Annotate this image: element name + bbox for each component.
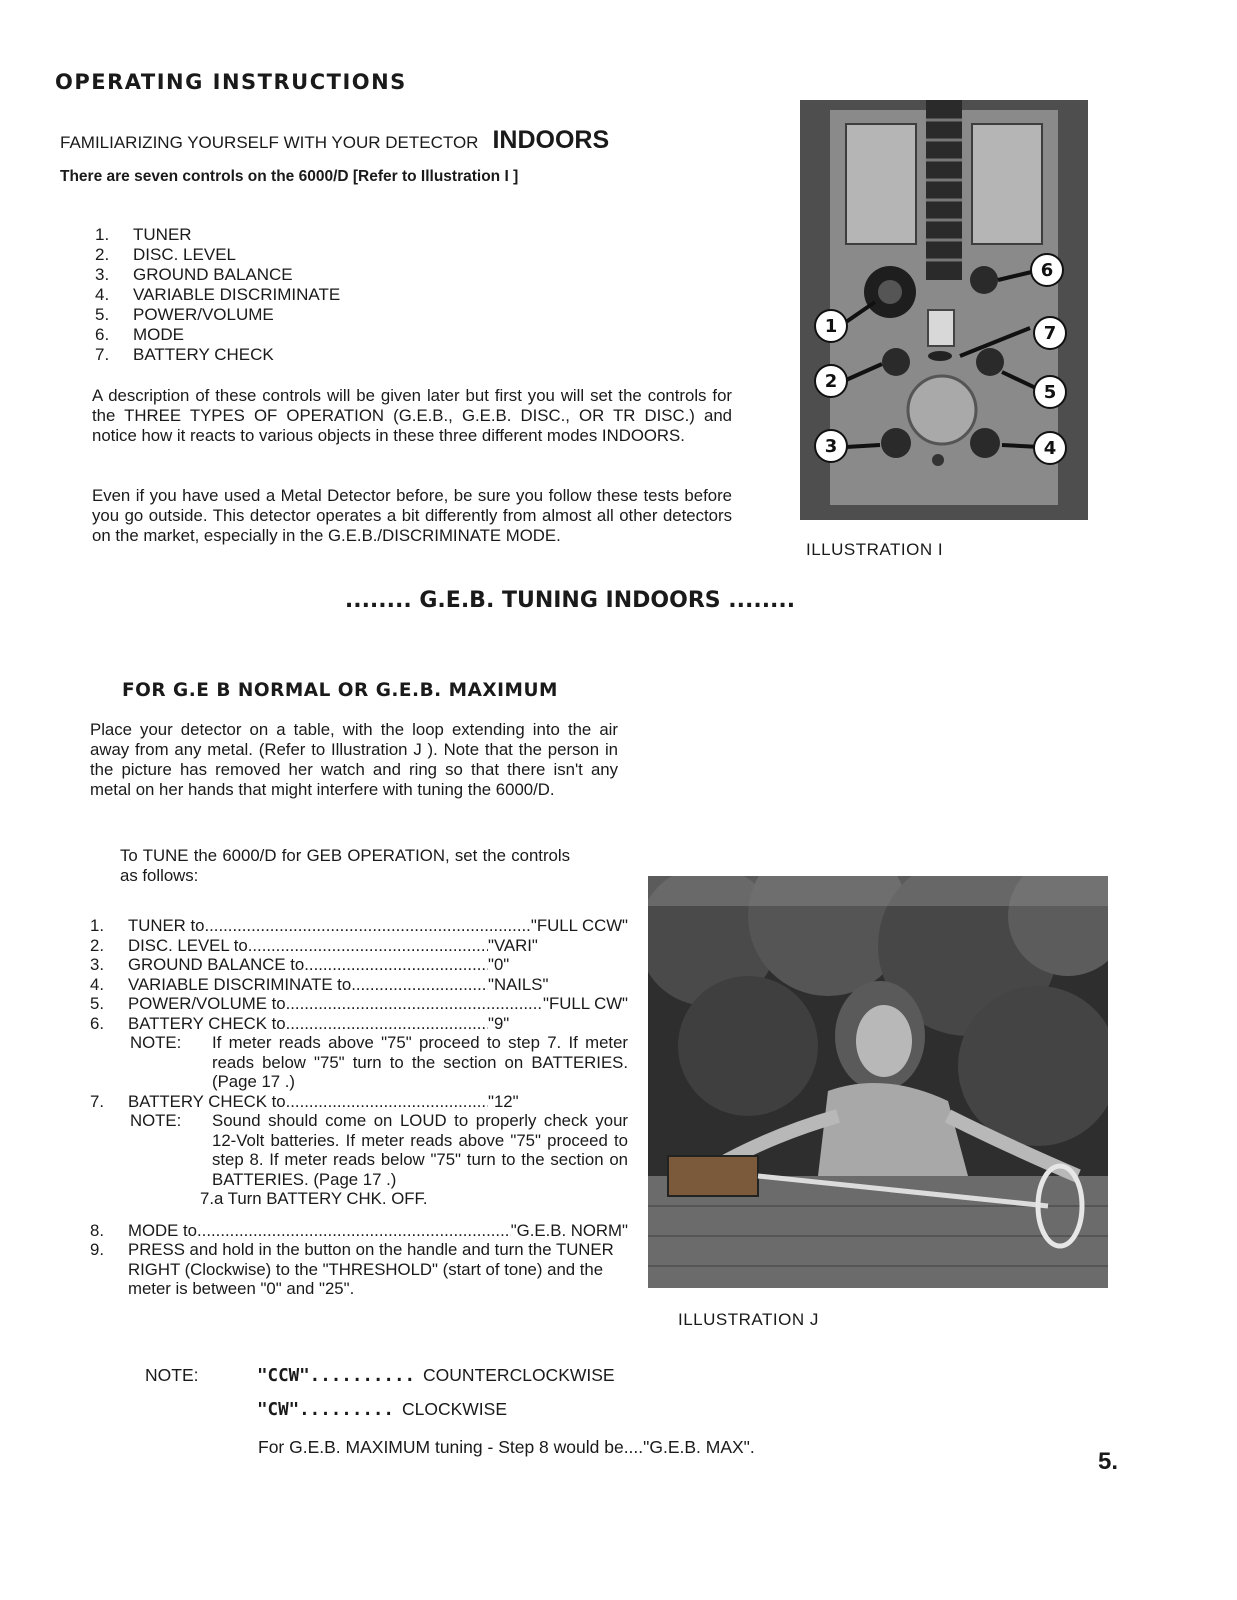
note-tag: NOTE:: [145, 1365, 199, 1385]
step-number: 7.: [90, 1091, 104, 1111]
step-text: PRESS and hold in the button on the handle and turn the TUNER RIGHT (Clockwise) to the "THRESHOLD" (start of tone) and the meter is between "0" and "25".: [128, 1240, 614, 1298]
description-paragraph: A description of these controls will be given later but first you will set the controls for the THREE TYPES OF OPERATION (G.E.B., G.E.B. DISC., OR TR DISC.) and notice how it reacts to various objects in these three different modes INDOORS.: [92, 386, 732, 445]
callout-label-1: 1: [824, 316, 838, 337]
item-label: BATTERY CHECK: [133, 345, 274, 364]
step-number: 3.: [90, 955, 104, 974]
list-item: [95, 265, 340, 285]
item-label: MODE: [133, 325, 184, 344]
list-item: [90, 955, 628, 975]
leader-dots: [248, 936, 488, 956]
list-item: [90, 1221, 628, 1241]
step-label: DISC. LEVEL to: [128, 935, 248, 955]
page-number: 5.: [1098, 1448, 1119, 1475]
warning-paragraph: Even if you have used a Metal Detector before, be sure you follow these tests before you go outside. This detector operates a bit differently from almost all other detectors on the market, especially in the G.E.B./DISCRIMINATE MODE.: [92, 486, 732, 545]
leader-dots: [286, 994, 543, 1014]
cw-definition: CLOCKWISE: [401, 1399, 507, 1419]
item-label: DISC. LEVEL: [133, 245, 236, 264]
illustration-i-caption: ILLUSTRATION I: [806, 540, 944, 559]
list-item: [90, 975, 628, 995]
step-value: "9": [488, 1013, 510, 1033]
cw-term: "CW".........: [257, 1400, 394, 1420]
leader-dots: [197, 1221, 511, 1241]
illustration-j-caption: ILLUSTRATION J: [678, 1310, 819, 1329]
step-number: 9.: [90, 1240, 104, 1259]
ccw-definition: COUNTERCLOCKWISE: [423, 1365, 615, 1385]
list-item: [95, 285, 340, 305]
step-value: "FULL CCW": [530, 916, 628, 935]
item-number: 2.: [95, 245, 110, 264]
intro-line: There are seven controls on the 6000/D [Refer to Illustration I ]: [60, 168, 519, 185]
subsection-title: FOR G.E B NORMAL OR G.E.B. MAXIMUM: [122, 680, 558, 701]
item-label: GROUND BALANCE: [133, 265, 293, 284]
item-label: VARIABLE DISCRIMINATE: [133, 285, 341, 304]
list-item: [95, 325, 340, 345]
note-tag: NOTE:: [130, 1111, 182, 1130]
tuning-steps: [90, 916, 628, 1299]
list-item: [95, 245, 340, 265]
leader-dots: [204, 916, 530, 936]
list-item: [90, 1240, 628, 1299]
list-item: [90, 994, 628, 1014]
setup-paragraph: Place your detector on a table, with the loop extending into the air away from any metal. (Refer to Illustration J ). Note that the person in the picture has removed her watch and ring so that there isn't any metal on her hands that might interfere with tuning the 6000/D.: [90, 720, 618, 799]
leader-dots: [304, 955, 488, 975]
item-number: 1.: [95, 225, 110, 244]
step-value: "12": [488, 1091, 519, 1111]
item-number: 4.: [95, 285, 110, 304]
step-number: 5.: [90, 994, 104, 1013]
list-item: [95, 305, 340, 325]
list-item: [90, 936, 628, 956]
section-subtitle: [60, 126, 609, 155]
list-item: [95, 345, 340, 365]
page-heading: OPERATING INSTRUCTIONS: [55, 70, 407, 94]
note-tag: NOTE:: [130, 1033, 182, 1052]
item-label: TUNER: [133, 225, 192, 244]
subtitle-text: FAMILIARIZING YOURSELF WITH YOUR DETECTOR: [60, 133, 479, 152]
item-number: 7.: [95, 345, 110, 364]
step-value: "VARI": [488, 935, 538, 955]
step-value: "NAILS": [488, 974, 549, 994]
battery-note-6: [130, 1033, 628, 1092]
step-value: "FULL CW": [543, 994, 628, 1013]
step-value: "G.E.B. NORM": [510, 1220, 628, 1240]
list-item: [90, 916, 628, 936]
note-text: If meter reads above "75" proceed to step 7. If meter reads below "75" turn to the section on BATTERIES. (Page 17 .): [212, 1033, 628, 1091]
ccw-row: [145, 1365, 615, 1399]
callout-label-5: 5: [1043, 382, 1057, 403]
leader-dots: [286, 1092, 488, 1112]
item-number: 3.: [95, 265, 110, 284]
callout-label-3: 3: [824, 436, 838, 457]
max-tuning-note: For G.E.B. MAXIMUM tuning - Step 8 would be...."G.E.B. MAX".: [258, 1437, 755, 1457]
step-number: 2.: [90, 935, 104, 955]
illustration-i-photo: [800, 100, 1088, 520]
leader-dots: [286, 1014, 488, 1034]
battery-note-7: [130, 1111, 628, 1189]
item-label: POWER/VOLUME: [133, 305, 274, 324]
step-label: VARIABLE DISCRIMINATE to: [128, 974, 352, 994]
callout-label-6: 6: [1040, 260, 1054, 281]
cw-row: [145, 1399, 615, 1433]
item-number: 6.: [95, 325, 110, 344]
tune-intro-paragraph: To TUNE the 6000/D for GEB OPERATION, set the controls as follows:: [120, 846, 570, 885]
item-number: 5.: [95, 305, 110, 324]
step-label: POWER/VOLUME to: [128, 994, 286, 1013]
step-number: 6.: [90, 1013, 104, 1033]
leader-dots: [351, 975, 488, 995]
step-label: BATTERY CHECK to: [128, 1091, 286, 1111]
list-item: [95, 225, 340, 245]
controls-list: [95, 225, 340, 365]
step-number: 1.: [90, 916, 104, 935]
photo-drawing: [648, 876, 1108, 1288]
illustration-j-photo: [648, 876, 1108, 1288]
abbreviation-notes: [145, 1365, 615, 1433]
section-title: ........ G.E.B. TUNING INDOORS ........: [344, 588, 796, 613]
step-label: TUNER to: [128, 916, 205, 935]
detector-panel-drawing: [800, 100, 1088, 520]
list-item: [90, 1014, 628, 1034]
step-value: "0": [488, 955, 510, 974]
list-item: [90, 1092, 628, 1112]
step-7a: 7.a Turn BATTERY CHK. OFF.: [200, 1189, 428, 1208]
callout-label-4: 4: [1043, 438, 1057, 459]
step-number: 8.: [90, 1220, 104, 1240]
note-text: Sound should come on LOUD to properly check your 12-Volt batteries. If meter reads above "75" proceed to step 8. If meter reads below "75" turn to the section on BATTERIES. (Page 17 .): [212, 1111, 628, 1189]
callout-label-7: 7: [1043, 323, 1057, 344]
callout-label-2: 2: [824, 371, 838, 392]
subtitle-emphasis: INDOORS: [492, 126, 610, 154]
step-label: MODE to: [128, 1220, 198, 1240]
step-number: 4.: [90, 974, 104, 994]
ccw-term: "CCW"..........: [257, 1366, 416, 1386]
step-label: GROUND BALANCE to: [128, 955, 305, 974]
step-label: BATTERY CHECK to: [128, 1013, 286, 1033]
